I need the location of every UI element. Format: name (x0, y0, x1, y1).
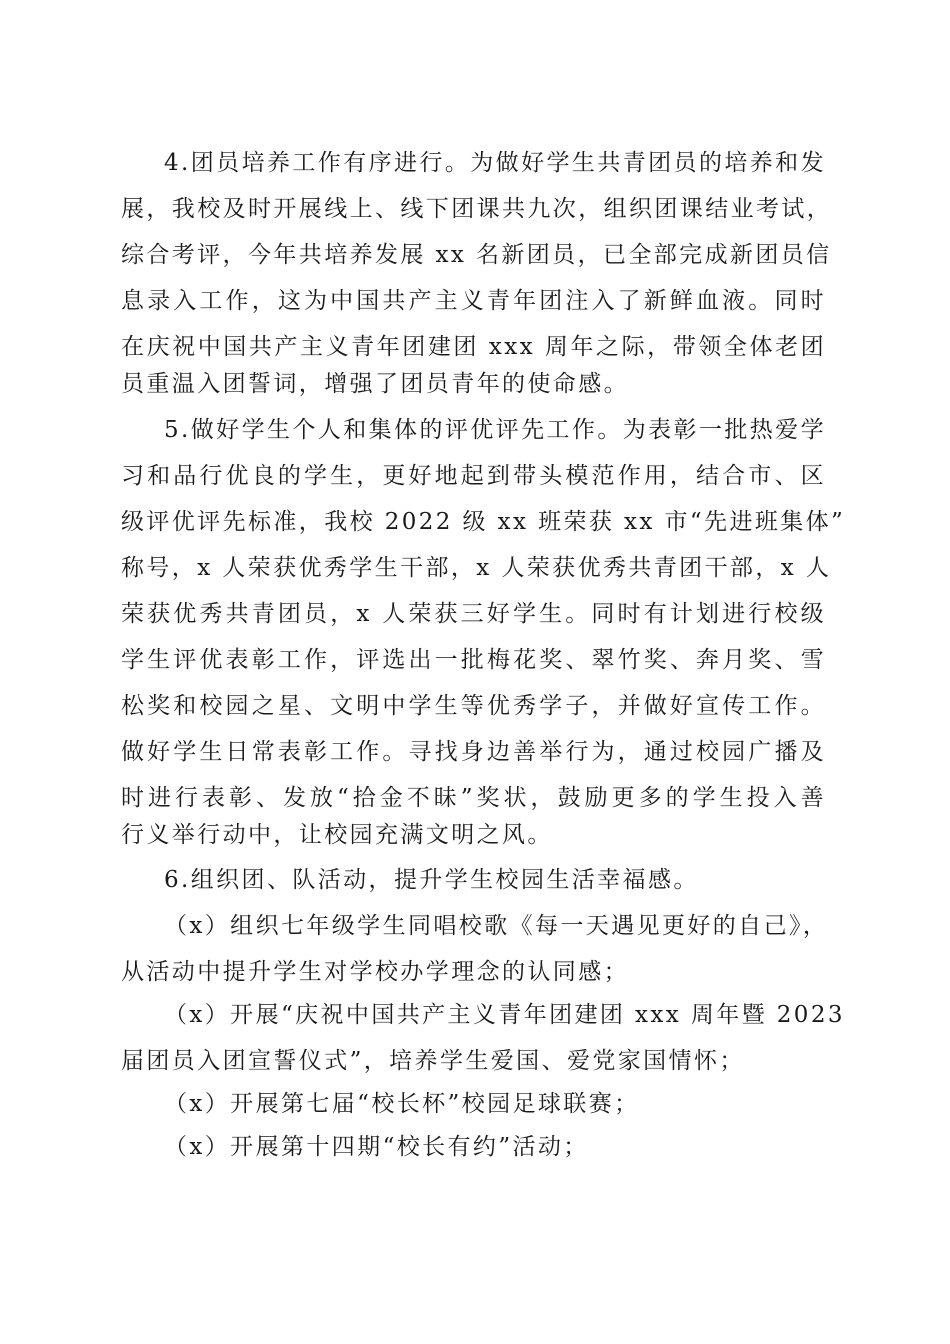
activity-2-line-2: 届团员入团宣誓仪式”，培养学生爱国、爱党家国情怀； (121, 1048, 745, 1074)
paragraph-6-heading: 6.组织团、队活动，提升学生校园生活幸福感。 (164, 867, 699, 893)
paragraph-5-line-4: 称号，x 人荣获优秀学生干部，x 人荣获优秀共青团干部，x 人 (121, 555, 832, 581)
paragraph-4-line-1: 4.团员培养工作有序进行。为做好学生共青团员的培养和发 (164, 150, 826, 176)
paragraph-5-line-2: 习和品行优良的学生，更好地起到带头模范作用，结合市、区 (121, 463, 826, 489)
paragraph-5-line-10: 行义举行动中，让校园充满文明之风。 (121, 822, 553, 848)
paragraph-4-line-5: 在庆祝中国共产主义青年团建团 xxx 周年之际，带领全体老团 (121, 334, 826, 360)
paragraph-5-line-7: 松奖和校园之星、文明中学生等优秀学子，并做好宣传工作。 (121, 693, 826, 719)
activity-1-line-1: （x）组织七年级学生同唱校歌《每一天遇见更好的自己》， (164, 913, 829, 939)
paragraph-5-line-1: 5.做好学生个人和集体的评优评先工作。为表彰一批热爱学 (164, 417, 826, 443)
paragraph-4-line-2: 展，我校及时开展线上、线下团课共九次，组织团课结业考试， (121, 196, 833, 222)
paragraph-5-line-6: 学生评优表彰工作，评选出一批梅花奖、翠竹奖、奔月奖、雪 (121, 647, 826, 673)
paragraph-5-line-5: 荣获优秀共青团员，x 人荣获三好学生。同时有计划进行校级 (121, 601, 826, 627)
paragraph-5-line-9: 时进行表彰、发放“拾金不昧”奖状，鼓励更多的学生投入善 (121, 785, 826, 811)
paragraph-5-line-3: 级评优评先标准，我校 2022 级 xx 班荣获 xx 市“先进班集体” (121, 509, 846, 535)
activity-4-line: （x）开展第十四期“校长有约”活动； (164, 1134, 589, 1160)
activity-1-line-2: 从活动中提升学生对学校办学理念的认同感； (121, 959, 629, 985)
paragraph-4-line-4: 息录入工作，这为中国共产主义青年团注入了新鲜血液。同时 (121, 288, 826, 314)
paragraph-5-line-8: 做好学生日常表彰工作。寻找身边善举行为，通过校园广播及 (121, 739, 826, 765)
activity-2-line-1: （x）开展“庆祝中国共产主义青年团建团 xxx 周年暨 2023 (164, 1002, 845, 1028)
paragraph-4-line-3: 综合考评，今年共培养发展 xx 名新团员，已全部完成新团员信 (121, 242, 832, 268)
paragraph-4-line-6: 员重温入团誓词，增强了团员青年的使命感。 (121, 371, 629, 397)
activity-3-line: （x）开展第七届“校长杯”校园足球联赛； (164, 1091, 640, 1117)
